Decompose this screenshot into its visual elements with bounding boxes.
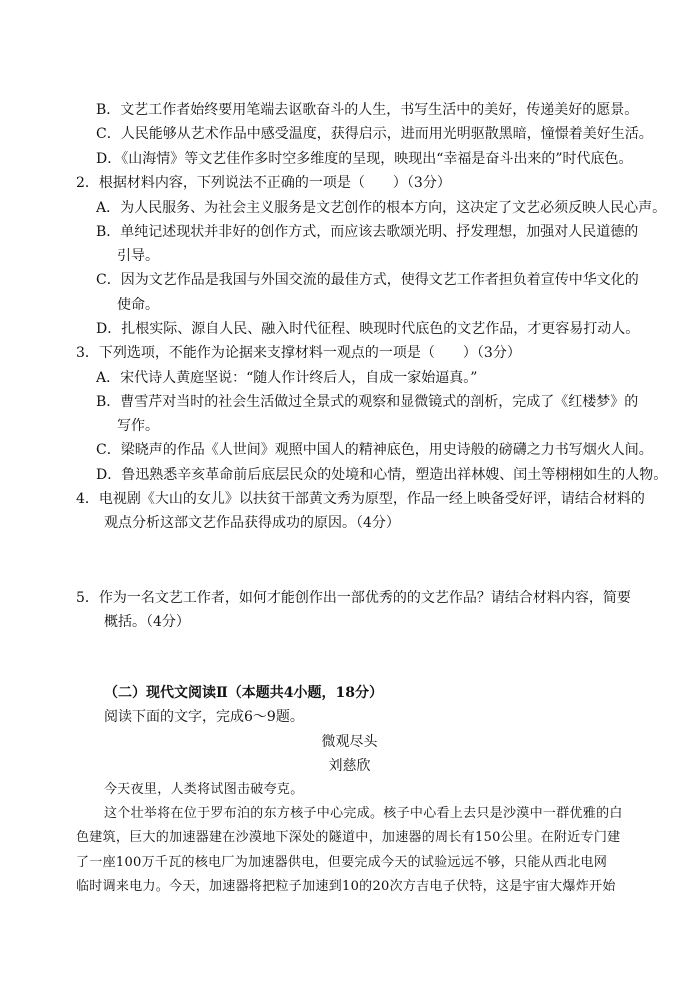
q1-option-c: C．人民能够从艺术作品中感受温度，获得启示，进而用光明驱散黑暗，憧憬着美好生活。 (96, 126, 653, 142)
q2-option-c: C．因为文艺作品是我国与外国交流的最佳方式，使得文艺工作者担负着宣传中华文化的 (96, 272, 639, 288)
q5-stem-cont: 概括。（4分） (104, 614, 190, 630)
q1-option-b: B．文艺工作者始终要用笔端去讴歌奋斗的人生，书写生活中的美好，传递美好的愿景。 (96, 102, 639, 118)
q3-option-d: D．鲁迅熟悉辛亥革命前后底层民众的处境和心情，塑造出祥林嫂、闰土等栩栩如生的人物。 (96, 467, 668, 483)
q3-option-b: B．曹雪芹对当时的社会生活做过全景式的观察和显微镜式的剖析，完成了《红楼梦》的 (96, 394, 639, 410)
q4-stem: 4．电视剧《大山的女儿》以扶贫干部黄文秀为原型，作品一经上映备受好评，请结合材料的 (76, 491, 645, 507)
q1-option-d: D．《山海情》等文艺佳作多时空多维度的呈现，映现出“幸福是奋斗出来的”时代底色。 (96, 151, 633, 167)
q3-option-c: C．梁晓声的作品《人世间》观照中国人的精神底色，用史诗般的磅礴之力书写烟火人间。 (96, 442, 653, 458)
passage-line: 色建筑，巨大的加速器建在沙漠地下深处的隧道中，加速器的周长有150公里。在附近专门建 (76, 830, 621, 845)
section-heading: （二）现代文阅读Ⅱ（本题共4小题，18分） (104, 685, 384, 701)
passage-author: 刘慈欣 (328, 758, 371, 774)
q2-stem: 2．根据材料内容，下列说法不正确的一项是（ ）（3分） (76, 175, 451, 191)
q2-option-b: B．单纯记述现状并非好的创作方式，而应该去歌颂光明、抒发理想，加强对人民道德的 (96, 224, 639, 240)
q3-option-b-cont: 写作。 (117, 418, 159, 434)
q5-stem: 5．作为一名文艺工作者，如何才能创作出一部优秀的的文艺作品？请结合材料内容，简要 (76, 590, 631, 606)
q3-option-a: A．宋代诗人黄庭坚说：“随人作计终后人，自成一家始逼真。” (96, 370, 478, 386)
section-instruction: 阅读下面的文字，完成6～9题。 (104, 709, 304, 725)
passage-line: 今天夜里，人类将试图击破夸克。 (104, 782, 304, 797)
q4-stem-cont: 观点分析这部文艺作品获得成功的原因。（4分） (104, 515, 400, 531)
passage-title: 微观尽头 (321, 734, 378, 750)
q2-option-b-cont: 引导。 (117, 248, 159, 264)
q2-option-a: A．为人民服务、为社会主义服务是文艺创作的根本方向，这决定了文艺必须反映人民心声。 (96, 200, 667, 216)
passage-line: 了一座100万千瓦的核电厂为加速器供电，但要完成今天的试验远远不够，只能从西北电网 (76, 855, 608, 870)
q2-option-c-cont: 使命。 (117, 297, 159, 313)
passage-line: 这个壮举将在位于罗布泊的东方核子中心完成。核子中心看上去只是沙漠中一群优雅的白 (104, 806, 623, 821)
q3-stem: 3．下列选项，不能作为论据来支撑材料一观点的一项是（ ）（3分） (76, 345, 521, 361)
q2-option-d: D．扎根实际、源自人民、融入时代征程、映现时代底色的文艺作品，才更容易打动人。 (96, 321, 640, 337)
passage-line: 临时调来电力。今天，加速器将把粒子加速到10的20次方吉电子伏特，这是宇宙大爆炸开始 (76, 879, 616, 894)
